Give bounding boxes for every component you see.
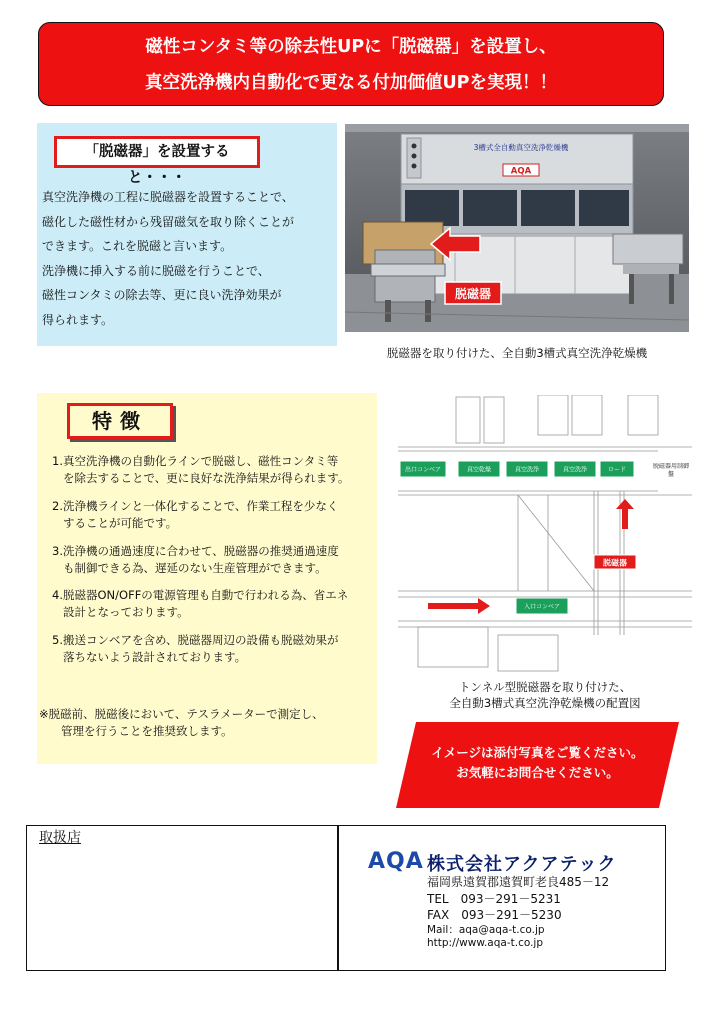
feature-text: することが可能です。	[63, 516, 178, 530]
layout-diagram-drawing	[398, 395, 692, 675]
features-title: 特徴	[67, 403, 173, 439]
diagram-caption-line: 全自動3槽式真空洗浄乾燥機の配置図	[449, 696, 641, 710]
box-exit-conveyor: 出口コンベア	[404, 466, 442, 474]
intro-line: 磁化した磁性材から残留磁気を取り除くことが	[42, 214, 295, 229]
feature-text: も制御できる為、遅延のない生産管理ができます。	[63, 561, 327, 575]
layout-diagram	[398, 395, 692, 675]
dealer-label: 取扱店	[39, 830, 81, 846]
dealer-divider	[337, 825, 339, 971]
feature-number: 3.	[52, 544, 63, 558]
feature-text: 落ちないよう設計されております。	[63, 650, 247, 664]
company-fax: FAX 093－291－5230	[427, 908, 562, 922]
company-logo: AQA	[368, 849, 424, 874]
callout-line: イメージは添付写真をご覧ください。	[431, 745, 644, 760]
feature-text: 搬送コンベアを含め、脱磁器周辺の設備も脱磁効果が	[63, 633, 339, 647]
feature-text: 真空洗浄機の自動化ラインで脱磁し、磁性コンタミ等	[63, 454, 339, 468]
headline-line-1: 磁性コンタミ等の除去性UPに「脱磁器」を設置し、	[145, 37, 557, 57]
feature-text: 設計となっております。	[63, 605, 189, 619]
intro-panel	[37, 123, 337, 346]
arrow-right-icon	[428, 598, 490, 614]
box-demagnetizer: 脱磁器	[603, 558, 627, 568]
feature-text: 洗浄機の通過速度に合わせて、脱磁器の推奨通過速度	[63, 544, 339, 558]
dealer-box	[26, 825, 666, 971]
features-panel	[37, 393, 377, 764]
feature-text: 脱磁器ON/OFFの電源管理も自動で行われる為、省エネ	[63, 588, 349, 602]
box-vacuum-wash-2: 真空洗浄	[562, 466, 588, 474]
photo-caption: 脱磁器を取り付けた、全自動3槽式真空洗浄乾燥機	[386, 346, 648, 360]
feature-item	[41, 632, 377, 666]
diagram-caption-line: トンネル型脱磁器を取り付けた、	[458, 680, 632, 694]
feature-number: 1.	[52, 454, 63, 468]
box-vacuum-wash: 真空洗浄	[514, 466, 540, 474]
box-load: ロード	[607, 466, 627, 474]
intro-line: 洗浄機に挿入する前に脱磁を行うことで、	[42, 263, 270, 278]
intro-line: できます。これを脱磁と言います。	[42, 239, 233, 253]
box-demag-control-panel: 脱磁器用制御盤	[652, 463, 689, 478]
company-email[interactable]: Mail：aqa@aqa-t.co.jp	[427, 924, 545, 936]
feature-number: 2.	[52, 499, 63, 513]
company-website[interactable]: http://www.aqa-t.co.jp	[427, 937, 544, 949]
company-address: 福岡県遠賀郡遠賀町老良485－12	[427, 875, 610, 889]
callout-text	[396, 743, 679, 783]
machine-photo	[345, 124, 689, 332]
feature-number: 5.	[52, 633, 63, 647]
feature-text: を除去することで、更に良好な洗浄結果が得られます。	[63, 471, 350, 485]
box-entrance-conveyor: 入口コンベア	[523, 603, 561, 611]
feature-item	[41, 587, 377, 621]
box-vacuum-dry: 真空乾燥	[466, 466, 492, 474]
intro-line: 真空洗浄機の工程に脱磁器を設置することで、	[42, 190, 294, 204]
intro-line: 磁性コンタミの除去等、更に良い洗浄効果が	[42, 288, 282, 302]
intro-text	[42, 185, 337, 332]
headline-banner	[38, 22, 664, 106]
company-tel: TEL 093－291－5231	[427, 892, 561, 906]
note-line: 管理を行うことを推奨致します。	[61, 724, 233, 738]
machine-illustration	[345, 124, 689, 332]
feature-text: 洗浄機ラインと一体化することで、作業工程を少なく	[63, 499, 339, 513]
arrow-up-icon	[616, 499, 634, 529]
feature-item	[41, 498, 377, 532]
photo-demagnetizer-label: 脱磁器	[454, 287, 492, 301]
company-name: 株式会社アクアテック	[427, 854, 617, 875]
machine-brand: AQA	[510, 166, 532, 177]
intro-line: 得られます。	[42, 312, 114, 327]
note-line: ※脱磁前、脱磁後において、テスラメーターで測定し、	[39, 707, 324, 721]
feature-number: 4.	[52, 588, 63, 602]
machine-sign: 3槽式全自動真空洗浄乾燥機	[473, 143, 569, 152]
intro-title: 「脱磁器」を設置すると・・・	[54, 136, 260, 168]
feature-item	[41, 453, 377, 487]
feature-item	[41, 543, 377, 577]
features-note	[39, 706, 377, 740]
callout-line: お気軽にお問合せください。	[456, 765, 619, 780]
diagram-caption	[398, 679, 692, 711]
headline-line-2: 真空洗浄機内自動化で更なる付加価値UPを実現！！	[144, 73, 558, 93]
